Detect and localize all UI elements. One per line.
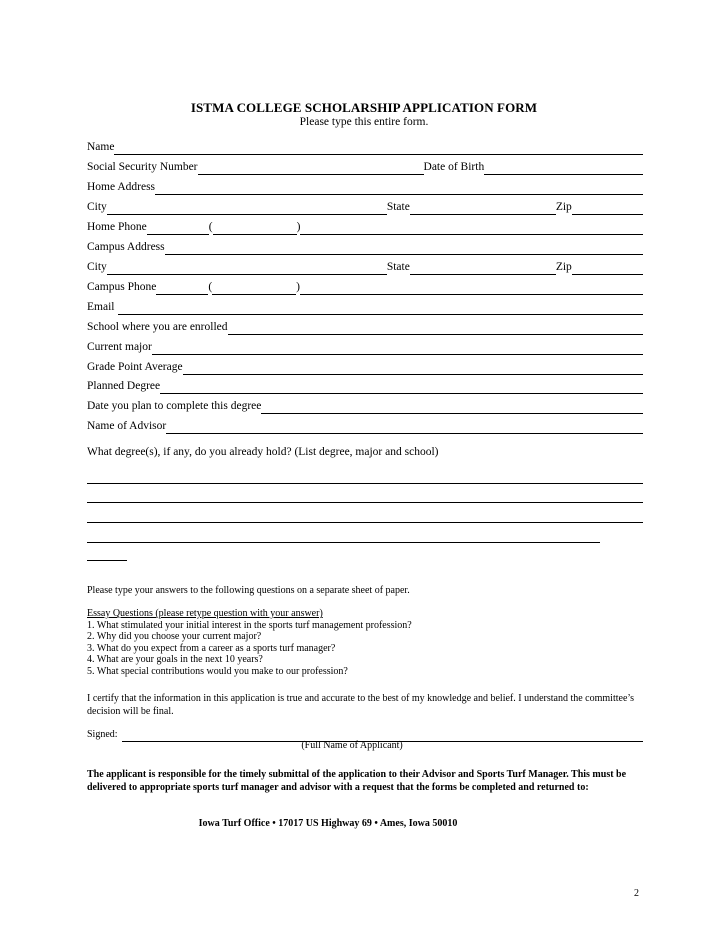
- page-number: 2: [634, 888, 639, 899]
- completion-date-field[interactable]: [261, 400, 643, 414]
- home-phone-paren-open: (: [208, 221, 213, 233]
- home-city-field[interactable]: [107, 201, 387, 215]
- campus-phone-paren-close: ): [296, 281, 301, 293]
- instructions-text: Please type your answers to the following questions on a separate sheet of paper.: [87, 585, 410, 596]
- home-zip-label: Zip: [555, 201, 572, 213]
- name-row: [87, 139, 643, 155]
- submittal-notice: The applicant is responsible for the timely submittal of the application to their Advisor and Sports Turf Manager. This must be delivered to appropriate sports turf manager and advisor with a request that the forms be completed and returned to:: [87, 769, 627, 793]
- ssn-field[interactable]: [198, 161, 424, 175]
- advisor-row: [87, 418, 643, 434]
- ssn-label: Social Security Number: [87, 161, 198, 173]
- completion-date-label: Date you plan to complete this degree: [87, 400, 262, 412]
- signature-label: Signed:: [87, 729, 118, 740]
- home-phone-label: Home Phone: [87, 221, 147, 233]
- degrees-held-line-2[interactable]: [87, 502, 643, 503]
- campus-phone-label: Campus Phone: [87, 281, 157, 293]
- certify-text: I certify that the information in this application is true and accurate to the best of my knowledge and belief. I understand the committee’s decision will be final.: [87, 693, 635, 717]
- campus-city-label: City: [87, 261, 107, 273]
- essay-heading: Essay Questions (please retype question with your answer): [87, 608, 323, 619]
- essay-section: [87, 608, 412, 677]
- ssn-row: [87, 159, 643, 175]
- home-address-label: Home Address: [87, 181, 156, 193]
- home-city-label: City: [87, 201, 107, 213]
- degrees-held-line-3[interactable]: [87, 522, 643, 523]
- dob-label: Date of Birth: [423, 161, 485, 173]
- home-phone-number-field[interactable]: [300, 221, 643, 235]
- essay-question-2: 2. Why did you choose your current major?: [87, 631, 262, 642]
- name-field[interactable]: [114, 141, 643, 155]
- campus-address-label: Campus Address: [87, 241, 165, 253]
- advisor-field[interactable]: [166, 420, 643, 434]
- degrees-held-line-1[interactable]: [87, 483, 643, 484]
- essay-question-3: 3. What do you expect from a career as a sports turf manager?: [87, 642, 336, 654]
- campus-zip-label: Zip: [555, 261, 572, 273]
- home-state-label: State: [386, 201, 410, 213]
- name-label: Name: [87, 141, 115, 153]
- home-state-field[interactable]: [410, 201, 556, 215]
- campus-phone-area-field[interactable]: [212, 281, 296, 295]
- email-row: [87, 299, 643, 315]
- essay-question-4: 4. What are your goals in the next 10 years?: [87, 654, 263, 665]
- home-address-field[interactable]: [155, 181, 643, 195]
- home-zip-field[interactable]: [572, 201, 643, 215]
- campus-city-row: [87, 259, 643, 275]
- school-row: [87, 319, 643, 335]
- campus-state-label: State: [386, 261, 410, 273]
- essay-question-1: 1. What stimulated your initial interest in the sports turf management profession?: [87, 619, 412, 631]
- degree-label: Planned Degree: [87, 380, 161, 392]
- degrees-held-line-4[interactable]: [87, 542, 600, 543]
- degree-field[interactable]: [160, 380, 643, 394]
- gpa-label: Grade Point Average: [87, 361, 183, 373]
- completion-date-row: [87, 398, 643, 414]
- gpa-field[interactable]: [183, 361, 643, 375]
- campus-city-field[interactable]: [107, 261, 387, 275]
- home-address-row: [87, 179, 643, 195]
- advisor-label: Name of Advisor: [87, 420, 167, 432]
- degree-row: [87, 378, 643, 394]
- school-label: School where you are enrolled: [87, 321, 228, 333]
- home-phone-prefix-field[interactable]: [147, 221, 209, 235]
- email-label: Email: [87, 301, 115, 313]
- essay-question-5: 5. What special contributions would you make to our profession?: [87, 665, 348, 677]
- campus-state-field[interactable]: [410, 261, 556, 275]
- form-title: ISTMA COLLEGE SCHOLARSHIP APPLICATION FORM: [190, 100, 538, 115]
- campus-phone-row: [87, 279, 643, 295]
- major-label: Current major: [87, 341, 152, 353]
- major-field[interactable]: [152, 341, 643, 355]
- campus-phone-paren-open: (: [208, 281, 213, 293]
- home-phone-area-field[interactable]: [213, 221, 297, 235]
- campus-phone-number-field[interactable]: [300, 281, 643, 295]
- dob-field[interactable]: [484, 161, 643, 175]
- email-field[interactable]: [118, 301, 643, 315]
- degrees-held-label: What degree(s), if any, do you already hold? (List degree, major and school): [87, 446, 439, 458]
- office-address: Iowa Turf Office • 17017 US Highway 69 • Ames, Iowa 50010: [198, 818, 458, 829]
- campus-zip-field[interactable]: [572, 261, 643, 275]
- form-subtitle: Please type this entire form.: [299, 116, 429, 128]
- home-city-row: [87, 199, 643, 215]
- campus-phone-prefix-field[interactable]: [156, 281, 208, 295]
- campus-address-row: [87, 239, 643, 255]
- gpa-row: [87, 359, 643, 375]
- campus-address-field[interactable]: [165, 241, 643, 255]
- home-phone-paren-close: ): [296, 221, 301, 233]
- school-field[interactable]: [228, 321, 643, 335]
- major-row: [87, 339, 643, 355]
- signature-caption: (Full Name of Applicant): [301, 740, 403, 751]
- degrees-held-line-5[interactable]: [87, 560, 127, 561]
- home-phone-row: [87, 219, 643, 235]
